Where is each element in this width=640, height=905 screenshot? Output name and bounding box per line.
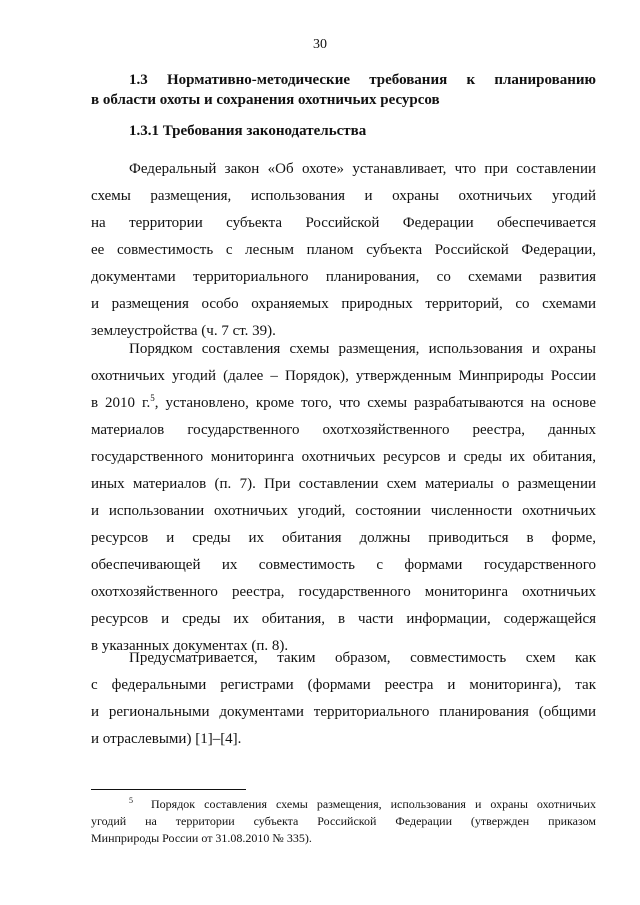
subsection-heading: 1.3.1 Требования законодательства: [129, 123, 367, 139]
paragraph-line: охотничьих угодий (далее – Порядок), утвержденным Минприроды России: [91, 368, 596, 384]
footnote-line: Минприроды России от 31.08.2010 № 335).: [91, 831, 312, 845]
paragraph-line: Предусматривается, таким образом, совместимость схем как: [129, 650, 596, 666]
paragraph-line: документами территориального планирования, со схемами развития: [91, 269, 596, 285]
paragraph-line: ресурсов и среды их обитания должны приводиться в форме,: [91, 530, 596, 546]
paragraph-line: схемы размещения, использования и охраны охотничьих угодий: [91, 188, 596, 204]
footnote-line: [129, 797, 596, 812]
section-heading-line-1: 1.3 Нормативно-методические требования к планированию: [129, 72, 596, 88]
paragraph-line-end: , установлено, кроме того, что схемы разрабатываются на основе: [154, 395, 596, 411]
paragraph-line: Порядком составления схемы размещения, использования и охраны: [129, 341, 596, 357]
footnote-text: Порядок составления схемы размещения, использования и охраны охотничьих: [151, 797, 597, 811]
paragraph-line: на территории субъекта Российской Федерации обеспечивается: [91, 215, 596, 231]
paragraph-line: охотхозяйственного реестра, государственного мониторинга охотничьих: [91, 584, 596, 600]
paragraph-line: иных материалов (п. 7). При составлении схем материалы о размещении: [91, 476, 596, 492]
footnote-marker: 5: [129, 796, 133, 805]
paragraph-line: и региональными документами территориального планирования (общими: [91, 704, 596, 720]
footnote-reference[interactable]: 5: [150, 393, 155, 403]
footnote-separator: [91, 789, 246, 790]
page-number: 30: [313, 37, 327, 52]
paragraph-line: и размещения особо охраняемых природных территорий, со схемами: [91, 296, 596, 312]
section-heading-line-2: в области охоты и сохранения охотничьих ресурсов: [91, 92, 440, 108]
paragraph-line-with-footnote: [91, 393, 596, 413]
paragraph-line: и отраслевыми) [1]–[4].: [91, 731, 242, 747]
paragraph-line-start: в 2010 г.: [91, 395, 151, 411]
paragraph-line: государственного мониторинга охотничьих ресурсов и среды их обитания,: [91, 449, 596, 465]
paragraph-line: и использовании охотничьих угодий, состоянии численности охотничьих: [91, 503, 596, 519]
paragraph-line: ресурсов и среды их обитания, в части информации, содержащейся: [91, 611, 596, 627]
footnote-line: угодий на территории субъекта Российской Федерации (утвержден приказом: [91, 814, 596, 828]
paragraph-line: материалов государственного охотхозяйственного реестра, данных: [91, 422, 596, 438]
paragraph-line: Федеральный закон «Об охоте» устанавливает, что при составлении: [129, 161, 596, 177]
section-heading: [91, 70, 596, 110]
paragraph-line: обеспечивающей их совместимость с формами государственного: [91, 557, 596, 573]
paragraph-line: землеустройства (ч. 7 ст. 39).: [91, 323, 276, 339]
paragraph-line: ее совместимость с лесным планом субъекта Российской Федерации,: [91, 242, 596, 258]
paragraph-line: в указанных документах (п. 8).: [91, 638, 289, 654]
paragraph-line: с федеральными регистрами (формами реестра и мониторинга), так: [91, 677, 596, 693]
